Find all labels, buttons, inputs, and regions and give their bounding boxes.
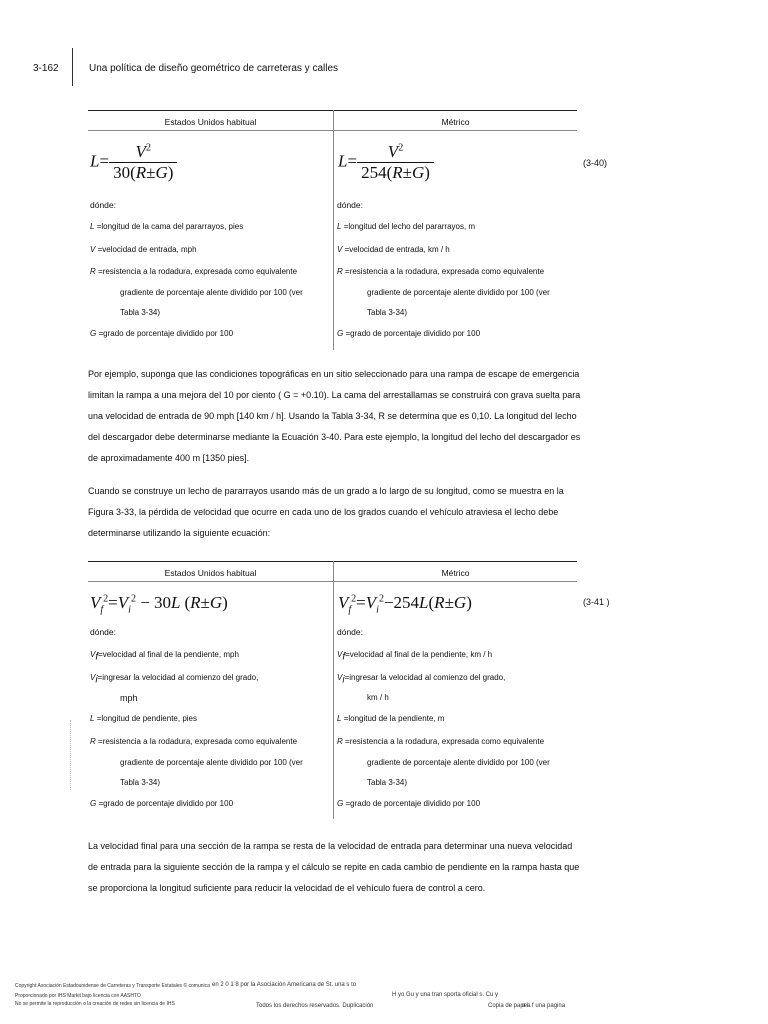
definition-metric-L: L =longitud del lecho del pararrayos, m [337, 222, 476, 231]
paragraph-multiple-grades: Cuando se construye un lecho de pararrayos usando más de un grado a lo largo de su longitud, como se muestra en la Figura 3-33, la pérdida de velocidad que ocurre en cada uno de los grados cuando el vehículo atraviesa el lecho debe determinarse utilizando la siguiente ecuación: [88, 486, 564, 538]
definition-us-Vf: $V_f=velocidad$ al final de la pendiente, mph [90, 650, 239, 663]
footer-right-line3: o a f una pagina [522, 1003, 566, 1009]
footer-center-line1: en 2 0 1 8 por la Asociación Americana de St. una s to [212, 982, 357, 988]
where-label-us: dónde: [90, 200, 116, 210]
footer-center-line2: Todos los derechos reservados. Duplicación [256, 1003, 374, 1009]
definition-us-R-table: Tabla 3-34) [120, 778, 161, 787]
definition-metric-R-cont: gradiente de porcentaje alente dividido por 100 (ver [367, 758, 550, 767]
definition-metric-G: G =grado de porcentaje dividido por 100 [337, 799, 481, 808]
header-divider [72, 48, 73, 86]
equation-number-3-40: (3-40) [583, 158, 608, 168]
equation-table-3-40 [88, 110, 577, 350]
where-label-us: dónde: [90, 627, 116, 637]
definition-us-L: L =longitud de pendiente, pies [90, 714, 197, 723]
equation-metric-3-41: $V_f^2=V_i^2-254L(R\pm G)$ [338, 593, 472, 616]
definition-metric-Vi: $V_i=ingresar$ la velocidad al comienzo del grado, [337, 673, 506, 686]
definition-metric-R: R =resistencia a la rodadura, expresada como equivalente [337, 737, 545, 746]
paragraph-example: Por ejemplo, suponga que las condiciones topográficas en un sitio seleccionado para una rampa de escape de emergencia limitan la rampa a una mejora del 10 por ciento ( G = +0.10). La cama del arrestallamas se construirá con grava suelta para una velocidad de entrada de 90 mph [140 km / h]. Usando la Tabla 3-34, R se determina que es 0,10. La longitud del lecho del descargador debe determinarse mediante la Ecuación 3-40. Para este ejemplo, la longitud del lecho del descargador es de aproximadamente 400 m [1350 pies]. [88, 369, 581, 463]
paragraph-final-velocity: La velocidad final para una sección de la rampa se resta de la velocidad de entrada para determinar una nueva velocidad de entrada para la siguiente sección de la rampa y el cálculo se repite en cada cambio de pendiente en la rampa hasta que se proporciona la longitud suficiente para reducir la velocidad de el vehículo fuera de control a cero. [88, 841, 580, 893]
definition-metric-V: V =velocidad de entrada, km / h [337, 245, 450, 254]
footer-right-line2: Copia de papel [488, 1003, 529, 1009]
column-header-us: Estados Unidos habitual [164, 117, 257, 127]
definition-metric-Vi-unit: km / h [367, 693, 389, 702]
equation-table-3-41 [88, 561, 577, 819]
margin-watermark [70, 720, 75, 790]
definition-metric-R-table: Tabla 3-34) [367, 308, 408, 317]
definition-metric-Vf: $V_f=velocidad$ al final de la pendiente, km / h [337, 650, 493, 663]
definition-us-R-cont: gradiente de porcentaje alente dividido por 100 (ver [120, 758, 303, 767]
footer-right-line1: H yo Gu y una tran sporta oficial s. Cu y [392, 992, 499, 998]
footer-provider: Proporcionado por IHS Markit bajo licencia con AASHTO [15, 993, 141, 999]
equation-metric-3-40: L= $\frac{V^2}{254(R\pm G)}$ [338, 142, 434, 183]
definition-metric-L: L =longitud de la pendiente, m [337, 714, 445, 723]
definition-us-V: V =velocidad de entrada, mph [90, 245, 197, 254]
definition-us-R-table: Tabla 3-34) [120, 308, 161, 317]
footer-license: No se permite la reproducción o la creación de redes sin licencia de IHS [15, 1001, 175, 1007]
definition-us-Vi: $V_i=ingresar$ la velocidad al comienzo del grado, [90, 673, 259, 686]
equation-us-3-40: L= $\frac{V^2}{30(R\pm G)}$ [90, 142, 177, 183]
definition-us-L: L =longitud de la cama del pararrayos, pies [90, 222, 244, 231]
definition-us-R: R =resistencia a la rodadura, expresada como equivalente [90, 267, 298, 276]
footer-copyright: Copyright Asociación Estadounidense de Carreteras y Transporte Estatales © comunica [15, 983, 210, 989]
column-header-metric: Métrico [441, 117, 470, 127]
column-header-metric: Métrico [441, 568, 470, 578]
definition-us-G: G =grado de porcentaje dividido por 100 [90, 329, 234, 338]
where-label-metric: dónde: [337, 627, 363, 637]
definition-us-R-cont: gradiente de porcentaje alente dividido por 100 (ver [120, 288, 303, 297]
definition-us-R: R =resistencia a la rodadura, expresada como equivalente [90, 737, 298, 746]
running-title: Una política de diseño geométrico de carreteras y calles [89, 63, 339, 74]
definition-metric-G: G =grado de porcentaje dividido por 100 [337, 329, 481, 338]
page-number: 3-162 [33, 63, 59, 74]
definition-metric-R-cont: gradiente de porcentaje alente dividido por 100 (ver [367, 288, 550, 297]
column-header-us: Estados Unidos habitual [164, 568, 257, 578]
definition-metric-R-table: Tabla 3-34) [367, 778, 408, 787]
equation-us-3-41: $V_f^2=V_i^2 - 30L$ (R±G) [90, 593, 228, 616]
definition-us-Vi-unit: mph [120, 693, 138, 703]
where-label-metric: dónde: [337, 200, 363, 210]
definition-us-G: G =grado de porcentaje dividido por 100 [90, 799, 234, 808]
equation-number-3-41: (3-41 ) [583, 597, 610, 607]
definition-metric-R: R =resistencia a la rodadura, expresada como equivalente [337, 267, 545, 276]
